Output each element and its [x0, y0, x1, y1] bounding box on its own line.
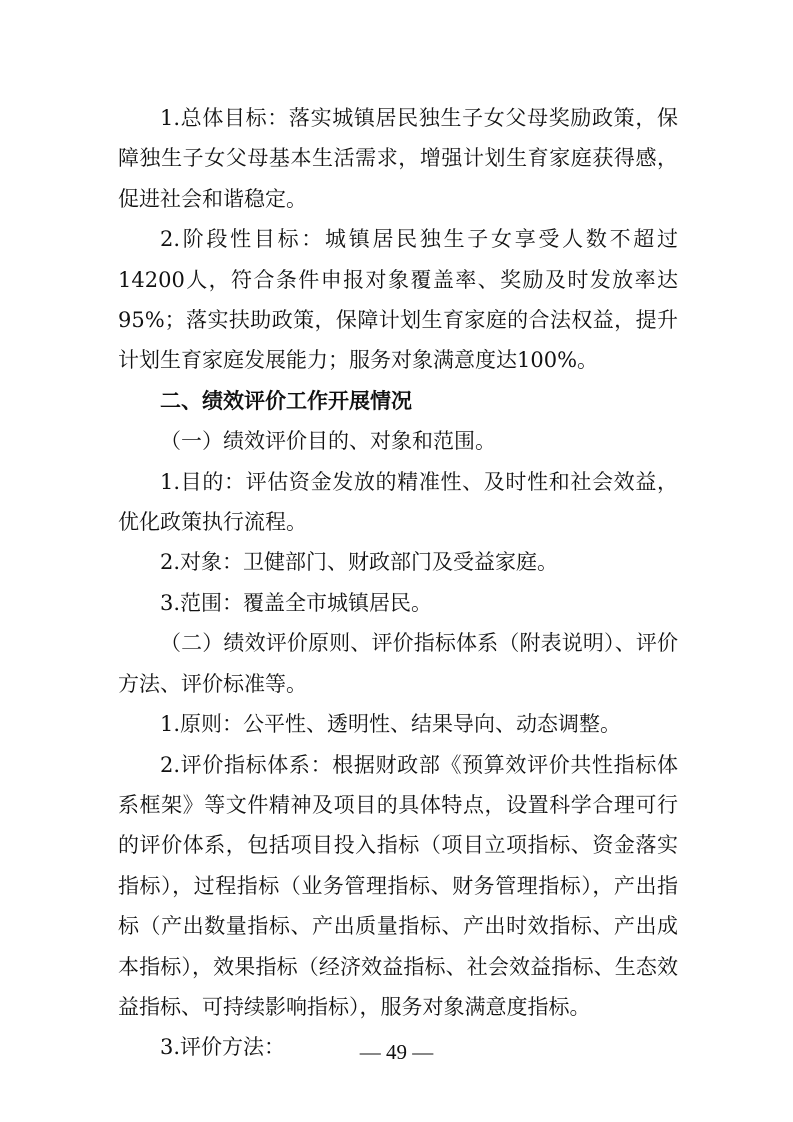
paragraph-principles: 1.原则：公平性、透明性、结果导向、动态调整。 — [160, 712, 622, 737]
paragraph-overall-goal: 1.总体目标：落实城镇居民独生子女父母奖励政策，保障独生子女父母基本生活需求，增强计划生育家庭获得感，促进社会和谐稳定。 — [118, 106, 678, 211]
document-body — [118, 98, 678, 1068]
paragraph-scope: 3.范围：覆盖全市城镇居民。 — [160, 590, 433, 615]
paragraph-evaluation-method: 3.评价方法： — [160, 1035, 286, 1060]
paragraph-purpose: 1.目的：评估资金发放的精准性、及时性和社会效益，优化政策执行流程。 — [118, 469, 678, 535]
subsection-heading-purpose: （一）绩效评价目的、对象和范围。 — [160, 429, 496, 454]
page-number: — 49 — — [359, 1040, 434, 1064]
paragraph-indicator-system: 2.评价指标体系：根据财政部《预算效评价共性指标体系框架》等文件精神及项目的具体特点，设置科学合理可行的评价体系，包括项目投入指标（项目立项指标、资金落实指标），过程指标（业务管理指标、财务管理指标），产出指标（产出数量指标、产出质量指标、产出时效指标、产出成本指标），效果指标（经济效益指标、社会效益指标、生态效益指标、可持续影响指标），服务对象满意度指标。 — [118, 752, 678, 1019]
paragraph-stage-goal: 2.阶段性目标：城镇居民独生子女享受人数不超过14200人，符合条件申报对象覆盖率、奖励及时发放率达95%；落实扶助政策，保障计划生育家庭的合法权益，提升计划生育家庭发展能力；服务对象满意度达100%。 — [118, 227, 678, 373]
section-heading-evaluation: 二、绩效评价工作开展情况 — [160, 388, 412, 413]
paragraph-objects: 2.对象：卫健部门、财政部门及受益家庭。 — [160, 550, 559, 575]
subsection-heading-principles: （二）绩效评价原则、评价指标体系（附表说明）、评价方法、评价标准等。 — [118, 631, 678, 696]
